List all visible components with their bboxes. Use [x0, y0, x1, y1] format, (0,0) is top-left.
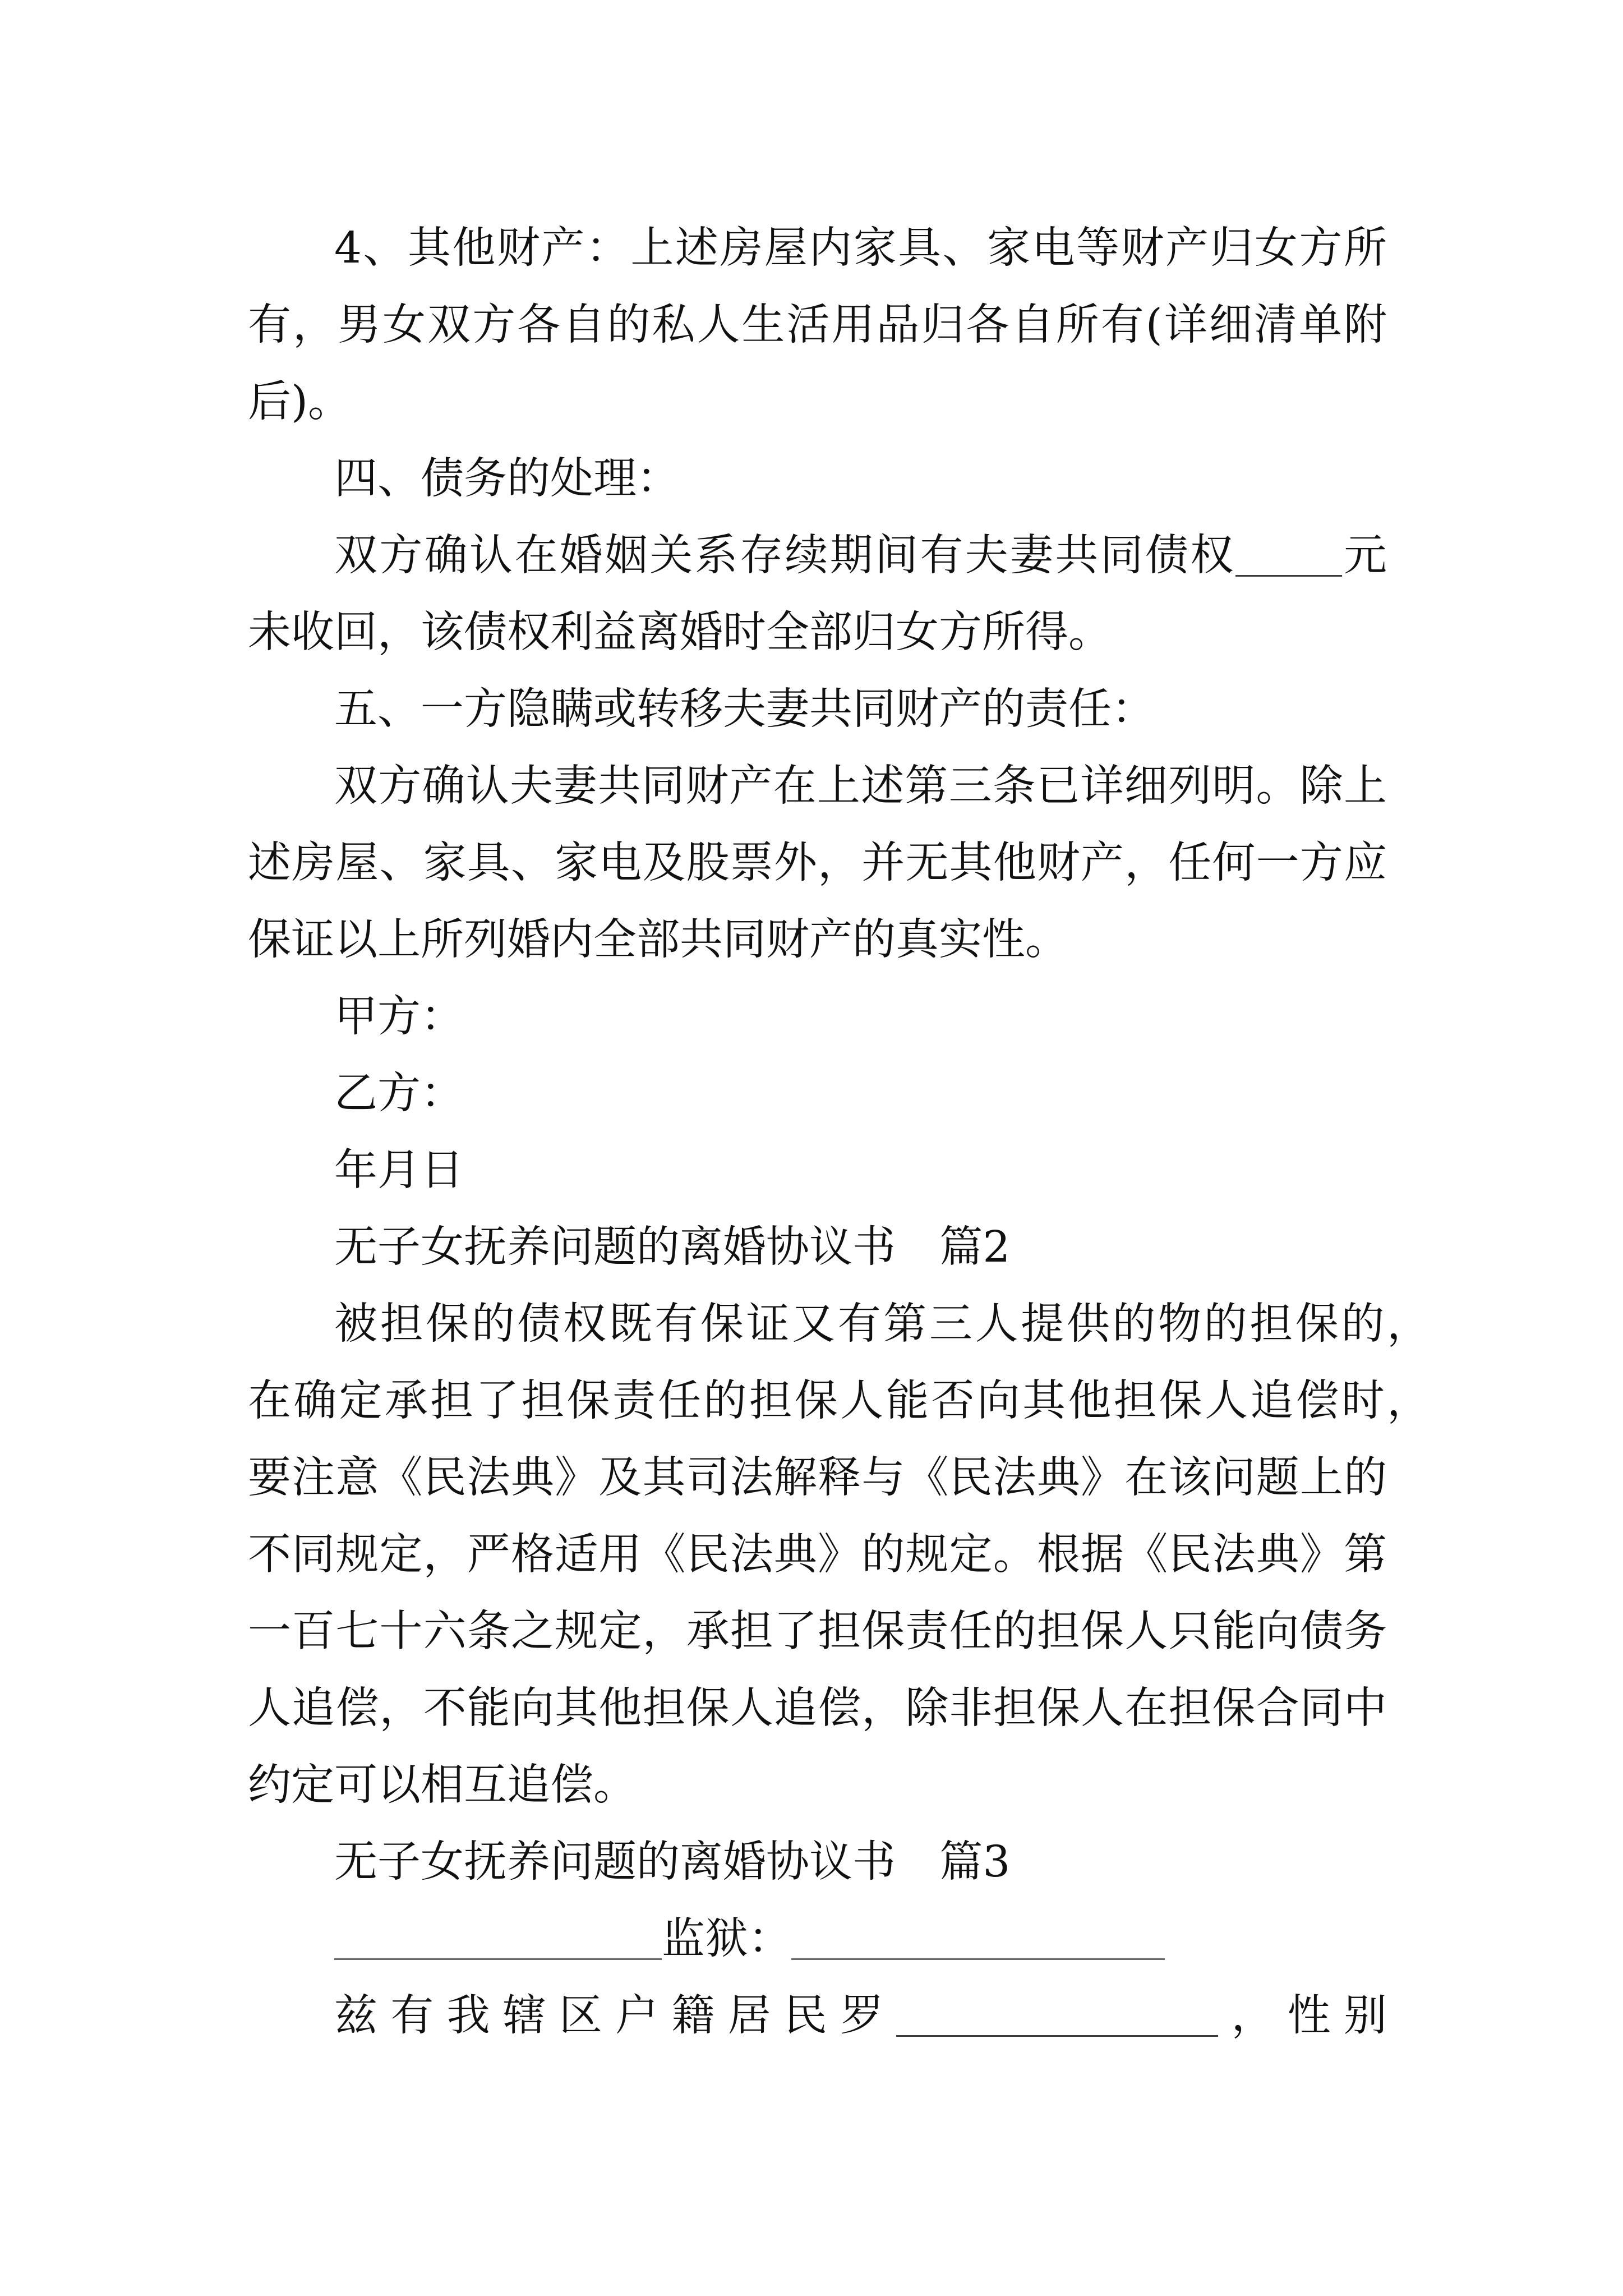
- paragraph-guarantee: [248, 1286, 1430, 1824]
- document-body: [248, 210, 1430, 2054]
- paragraph-line: 保证以上所列婚内全部共同财产的真实性。: [248, 915, 1068, 965]
- paragraph-line: 未收回，该债权利益离婚时全部归女方所得。: [248, 608, 1112, 657]
- paragraph-line: 一百七十六条之规定，承担了担保责任的担保人只能向债务: [248, 1607, 1387, 1657]
- signature-party-b: 乙方：: [334, 1069, 464, 1119]
- paragraph-line: 被担保的债权既有保证又有第三人提供的物的担保的，: [334, 1299, 1430, 1349]
- signature-party-a: 甲方：: [334, 992, 464, 1042]
- section-heading-concealment: 五、一方隐瞒或转移夫妻共同财产的责任：: [334, 684, 1155, 734]
- paragraph-line: 后)。: [248, 377, 352, 427]
- paragraph-line: 要注意《民法典》及其司法解释与《民法典》在该问题上的: [248, 1453, 1387, 1503]
- paragraph-other-property: [248, 210, 1387, 440]
- resident-line: [248, 1977, 1387, 2054]
- article-title: 无子女抚养问题的离婚协议书 篇3: [334, 1837, 1011, 1887]
- paragraph-line: 述房屋、家具、家电及股票外，并无其他财产，任何一方应: [248, 838, 1387, 888]
- prison-line: [248, 1901, 1387, 1977]
- section-heading-debts: 四、债务的处理：: [334, 454, 680, 504]
- addressee-blank: [334, 1924, 662, 1960]
- paragraph-line: 在确定承担了担保责任的担保人能否向其他担保人追偿时，: [248, 1376, 1430, 1426]
- name-blank: [896, 2000, 1218, 2037]
- paragraph-debts: [248, 517, 1387, 671]
- paragraph-line: 双方确认夫妻共同财产在上述第三条已详细列明。除上: [334, 761, 1387, 811]
- gender-label: ，性别: [1218, 1991, 1387, 2041]
- paragraph-line: 约定可以相互追偿。: [248, 1760, 637, 1810]
- paragraph-line: 有，男女双方各自的私人生活用品归各自所有(详细清单附: [248, 300, 1387, 350]
- amount-blank: [1235, 540, 1342, 577]
- currency-unit: 元: [1341, 531, 1387, 581]
- article-title: 无子女抚养问题的离婚协议书 篇2: [334, 1222, 1011, 1272]
- signature-date: 年月日: [334, 1145, 464, 1195]
- paragraph-line: [248, 517, 1387, 594]
- prison-label: 监狱：: [662, 1914, 791, 1964]
- paragraph-line: 人追偿，不能向其他担保人追偿，除非担保人在担保合同中: [248, 1683, 1387, 1733]
- paragraph-concealment: [248, 748, 1387, 978]
- resident-text: 兹有我辖区户籍居民罗: [334, 1991, 897, 2041]
- debt-text: 双方确认在婚姻关系存续期间有夫妻共同债权: [334, 531, 1235, 581]
- recipient-blank: [791, 1924, 1165, 1960]
- paragraph-line: 不同规定，严格适用《民法典》的规定。根据《民法典》第: [248, 1530, 1387, 1580]
- paragraph-line: 4、其他财产：上述房屋内家具、家电等财产归女方所: [334, 223, 1387, 273]
